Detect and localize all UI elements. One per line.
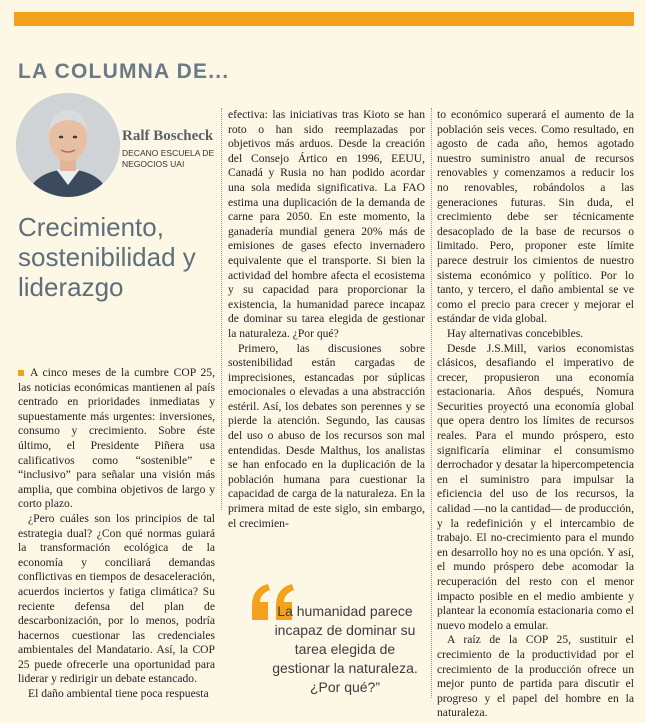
- article-column-2: [228, 108, 425, 531]
- top-accent-bar: [14, 12, 634, 26]
- paragraph: Hay alternativas concebibles.: [447, 326, 584, 340]
- article-column-3: [437, 108, 634, 721]
- paragraph: ¿Pero cuáles son los principios de tal estrategia dual? ¿Con qué normas guiará la transformación ecológica de la economía y conciliará demandas conflictivas en tiempos de desaceleración, acuerdos inciertos y fatiga climática? Su reciente defensa del plan de descarbonización, por lo menos, podría hacernos cuestionar las credenciales ambientales del Mandatario. Así, la COP 25 puede ofrecerle una oportunidad para liderar y redirigir un debate estancado.: [18, 511, 215, 686]
- author-photo: [16, 93, 120, 197]
- paragraph: efectiva: las iniciativas tras Kioto se han roto o han sido reemplazadas por objetivos más arduos. Desde la creación del Consejo Ártico en 1996, EEUU, Canadá y Rusia no han podido acordar una sola medida significativa. La FAO estima una duplicación de la demanda de carne para 2050. En este momento, la ganadería mundial genera 20% más de emisiones de gases efecto invernadero equivalente que el transporte. Si bien la actividad del hombre afecta el ecosistema y su capacidad para proporcionar la existencia, la humanidad parece incapaz de dominar su tarea elegida de gestionar la naturaleza. ¿Por qué?: [228, 108, 425, 340]
- square-bullet-icon: [18, 370, 24, 376]
- author-portrait-icon: [16, 93, 120, 197]
- author-name: Ralf Boscheck: [122, 128, 214, 144]
- section-title: LA COLUMNA DE...: [18, 60, 230, 83]
- paragraph: to económico superará el aumento de la población seis veces. Como resultado, en agosto de cada año, hemos agotado nuestro suministro anual de recursos renovables y comenzamos a reducir los no renovables, robándolos a las generaciones futuras. Sin duda, el crecimiento debe ser técnicamente desacoplado de la base de recursos o limitado. Pero, proponer este límite parece destruir los cimientos de nuestro sistema económico y político. Por lo tanto, y tercero, el daño ambiental se ve como el precio para crecer y mejorar el estándar de vida global.: [437, 108, 634, 326]
- paragraph: A raíz de la COP 25, sustituir el crecimiento de la productividad por el crecimiento de la producción ofrece un mejor punto de partida para discutir el progreso y el papel del hombre en la naturaleza.: [437, 633, 634, 720]
- paragraph: Desde J.S.Mill, varios economistas clásicos, desafiando el imperativo de crecer, propusieron una economía estacionaria. Años después, Nomura Securities proyectó una economía global que opera dentro los límites de recursos reales. Para el mundo próspero, esto significaría eliminar el consumismo derrochador y desatar la hipercompetencia en el suministro para impulsar la eficiencia del uso de los recursos, la calidad —no la cantidad— de producción, y la redefinición y el intercambio de trabajo. El no-crecimiento para el mundo en desarrollo hoy no es una opción. Y así, el mundo próspero debe acomodar la recuperación del resto con el menor impacto posible en el medio ambiente y plantear la economía estacionaria como el nuevo modelo a emular.: [437, 341, 634, 632]
- column-divider: [431, 108, 432, 698]
- pull-quote: La humanidad parece incapaz de dominar su tarea elegida de gestionar la naturaleza. ¿Por qué?”: [272, 603, 418, 695]
- paragraph: El daño ambiental tiene poca respuesta: [28, 687, 209, 701]
- paragraph: A cinco meses de la cumbre COP 25, las noticias económicas mantienen al país centrado en prioridades inmediatas y supuestamente más urgentes: inversiones, consumo y crecimiento. Sobre éste último, el Presidente Piñera usa calificativos como “sostenible” e “inclusivo” para señalar una visión más amplia, que combina objetivos de largo y corto plazo.: [18, 366, 215, 511]
- author-role: DECANO ESCUELA DE NEGOCIOS UAI: [122, 148, 215, 169]
- article-headline: Crecimiento, sostenibilidad y liderazgo: [18, 212, 196, 302]
- column-divider: [221, 108, 222, 510]
- paragraph: Primero, las discusiones sobre sostenibilidad están cargadas de imprecisiones, estancadas por súplicas emocionales o elevadas a una abstracción estéril. Así, los debates son perennes y se pierde la atención. Segundo, las causas del uso o abuso de los recursos son mal entendidas. Desde Malthus, los analistas se han enfocado en la duplicación de la población humana para cuestionar la capacidad de carga de la naturaleza. En la primera mitad de este siglo, sin embargo, el crecimien-: [228, 341, 425, 530]
- article-column-1: [18, 366, 215, 702]
